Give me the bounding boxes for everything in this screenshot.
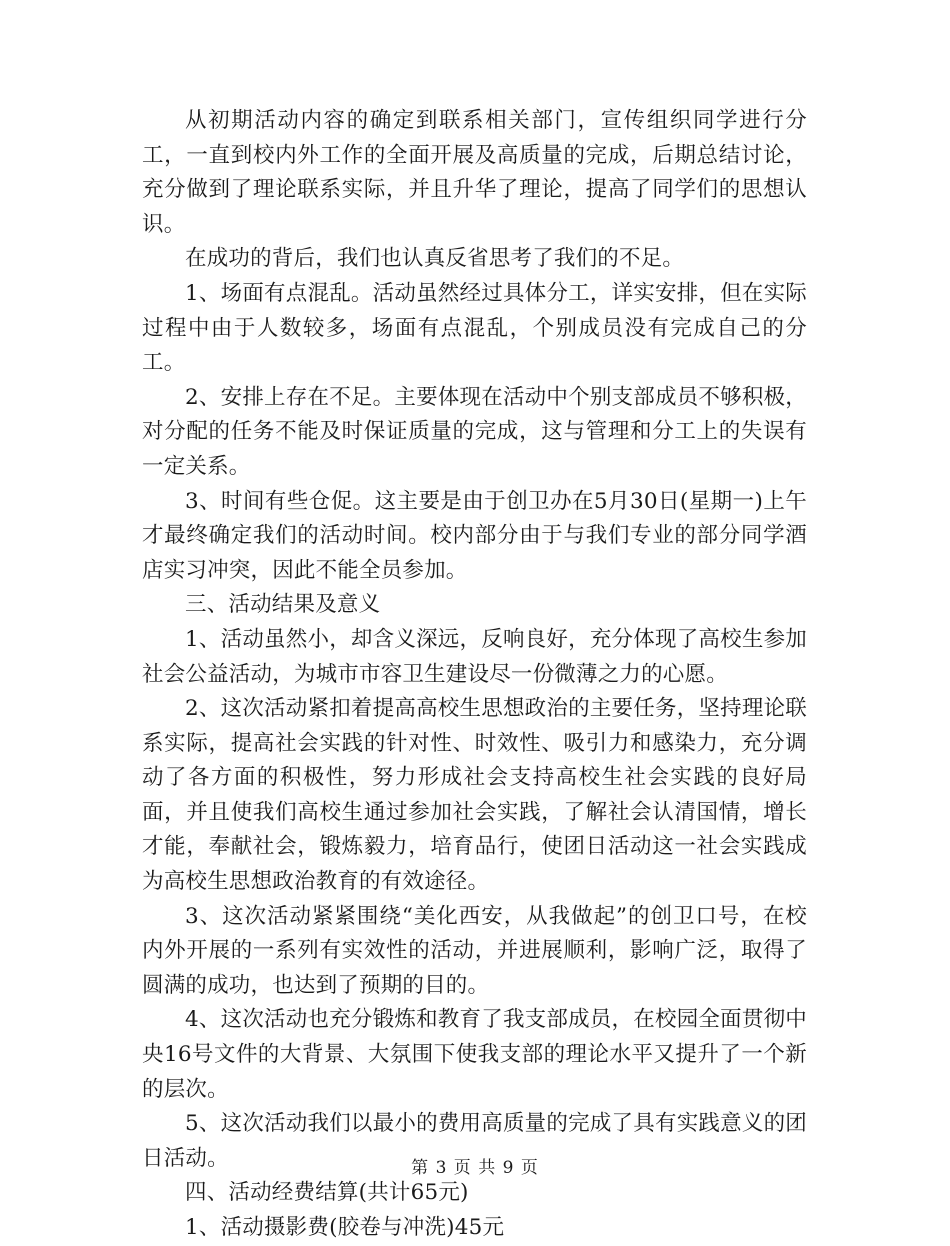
paragraph-shortcoming-3: 3、时间有些仓促。这主要是由于创卫办在5月30日(星期一)上午才最终确定我们的活动时间。校内部分由于与我们专业的部分同学酒店实习冲突，因此不能全员参加。 [142,488,807,583]
paragraph-shortcoming-1: 1、场面有点混乱。活动虽然经过具体分工，详实安排，但在实际过程中由于人数较多，场面有点混乱，个别成员没有完成自己的分工。 [142,280,807,376]
paragraph-result-1: 1、活动虽然小，却含义深远，反响良好，充分体现了高校生参加社会公益活动，为城市市容卫生建设尽一份微薄之力的心愿。 [142,626,807,687]
paragraph-summary: 从初期活动内容的确定到联系相关部门，宣传组织同学进行分工，一直到校内外工作的全面开展及高质量的完成，后期总结讨论，充分做到了理论联系实际，并且升华了理论，提高了同学们的思想认识。 [142,108,807,237]
paragraph-result-4: 4、这次活动也充分锻炼和教育了我支部成员，在校园全面贯彻中央16号文件的大背景、大氛围下使我支部的理论水平又提升了一个新的层次。 [142,1007,807,1102]
paragraph-shortcoming-2: 2、安排上存在不足。主要体现在活动中个别支部成员不够积极，对分配的任务不能及时保证质量的完成，这与管理和分工上的失误有一定关系。 [142,384,807,479]
page-footer [0,1153,950,1178]
paragraph-budget-item-1: 1、活动摄影费(胶卷与冲洗)45元 [185,1215,505,1240]
document-body [142,104,807,1246]
page-number-label: 第 3 页 共 9 页 [411,1158,539,1178]
section-heading-budget: 四、活动经费结算(共计65元) [185,1180,469,1206]
paragraph-result-5: 5、这次活动我们以最小的费用高质量的完成了具有实践意义的团日活动。 [142,1111,807,1171]
section-heading-results: 三、活动结果及意义 [185,592,381,618]
paragraph-result-2: 2、这次活动紧扣着提高高校生思想政治的主要任务，坚持理论联系实际，提高社会实践的针对性、时效性、吸引力和感染力，充分调动了各方面的积极性，努力形成社会支持高校生社会实践的良好局面，并且使我们高校生通过参加社会实践，了解社会认清国情，增长才能，奉献社会，锻炼毅力，培育品行，使团日活动这一社会实践成为高校生思想政治教育的有效途径。 [142,696,807,895]
paragraph-shortcomings-intro: 在成功的背后，我们也认真反省思考了我们的不足。 [185,246,685,272]
paragraph-result-3: 3、这次活动紧紧围绕“美化西安，从我做起”的创卫口号，在校内外开展的一系列有实效性的活动，并进展顺利，影响广泛，取得了圆满的成功，也达到了预期的目的。 [142,903,807,998]
